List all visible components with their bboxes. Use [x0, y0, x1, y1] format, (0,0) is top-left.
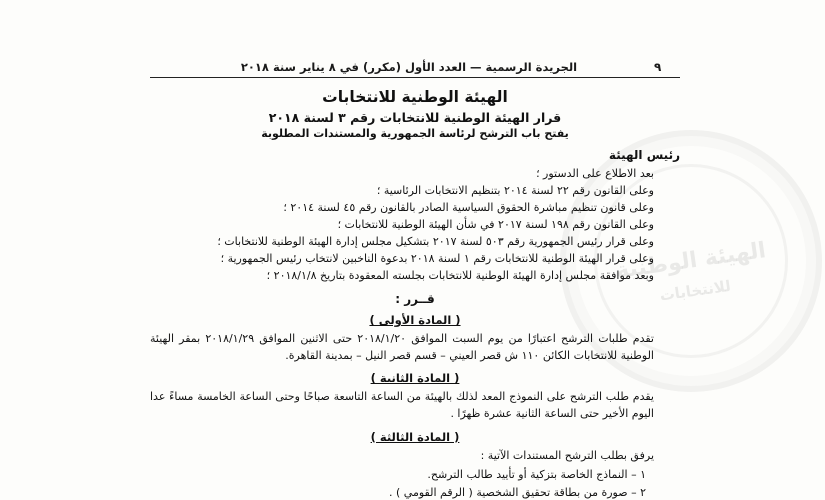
header-divider: [150, 77, 680, 78]
list-item: ٢ – صورة من بطاقة تحقيق الشخصية ( الرقم القومي ) .: [389, 486, 646, 500]
article-body-3: يرفق بطلب الترشح المستندات الآتية :: [480, 448, 654, 462]
decision-title: قرار الهيئة الوطنية للانتخابات رقم ٣ لسنة ٢٠١٨: [268, 110, 562, 125]
article-heading-2: ( المادة الثانية ): [370, 371, 460, 386]
decision-subtitle: يفتح باب الترشح لرئاسة الجمهورية والمستندات المطلوبة: [261, 127, 569, 140]
decides-label: قــرر :: [395, 292, 435, 307]
page-number: ٩: [654, 60, 662, 74]
seal-text-line1: الهيئة الوطنية: [614, 238, 768, 284]
article-body-2: يقدم طلب الترشح على النموذج المعد لذلك بالهيئة من الساعة التاسعة صباحًا وحتى الساعة الخامسة مساءً عدا اليوم الأخير حتى الساعة الثانية عشرة ظهرًا .: [150, 390, 654, 421]
preamble-line: وبعد موافقة مجلس إدارة الهيئة الوطنية للانتخابات بجلسته المعقودة بتاريخ ٢٠١٨/١/٨ ؛: [266, 269, 654, 283]
journal-header-line: الجريدة الرسمية — العدد الأول (مكرر) في ٨ يناير سنة ٢٠١٨: [240, 60, 578, 74]
article-body-1: تقدم طلبات الترشح اعتبارًا من يوم السبت الموافق ٢٠١٨/١/٢٠ حتى الاثنين الموافق ٢٠١٨/١/٢٩ بمقر الهيئة الوطنية للانتخابات الكائن ١١٠ ش قصر العيني – قسم قصر النيل – بمدينة القاهرة.: [150, 332, 654, 363]
preamble-line: وعلى قرار رئيس الجمهورية رقم ٥٠٣ لسنة ٢٠١٧ بتشكيل مجلس إدارة الهيئة الوطنية للانتخابات ؛: [217, 235, 654, 249]
authority-title: الهيئة الوطنية للانتخابات: [322, 88, 508, 106]
article-heading-1: ( المادة الأولى ): [369, 313, 461, 328]
page-header: [150, 60, 680, 74]
preamble-line: وعلى قرار الهيئة الوطنية للانتخابات رقم ١ لسنة ٢٠١٨ بدعوة الناخبين لانتخاب رئيس الجمهورية ؛: [220, 252, 654, 266]
preamble-line: بعد الاطلاع على الدستور ؛: [536, 167, 654, 180]
preamble-line: وعلى القانون رقم ٢٢ لسنة ٢٠١٤ بتنظيم الانتخابات الرئاسية ؛: [376, 184, 654, 198]
list-item: ١ – النماذج الخاصة بتزكية أو تأييد طالب الترشح.: [427, 467, 646, 481]
preamble-line: وعلى القانون رقم ١٩٨ لسنة ٢٠١٧ في شأن الهيئة الوطنية للانتخابات ؛: [337, 218, 654, 232]
article-heading-3: ( المادة الثالثة ): [370, 429, 460, 444]
seal-text-line2: للانتخابات: [658, 276, 732, 305]
document-content: [150, 60, 680, 500]
president-label: رئيس الهيئة: [608, 148, 680, 162]
preamble-line: وعلى قانون تنظيم مباشرة الحقوق السياسية الصادر بالقانون رقم ٤٥ لسنة ٢٠١٤ ؛: [283, 201, 654, 215]
required-documents-list: [150, 466, 680, 500]
